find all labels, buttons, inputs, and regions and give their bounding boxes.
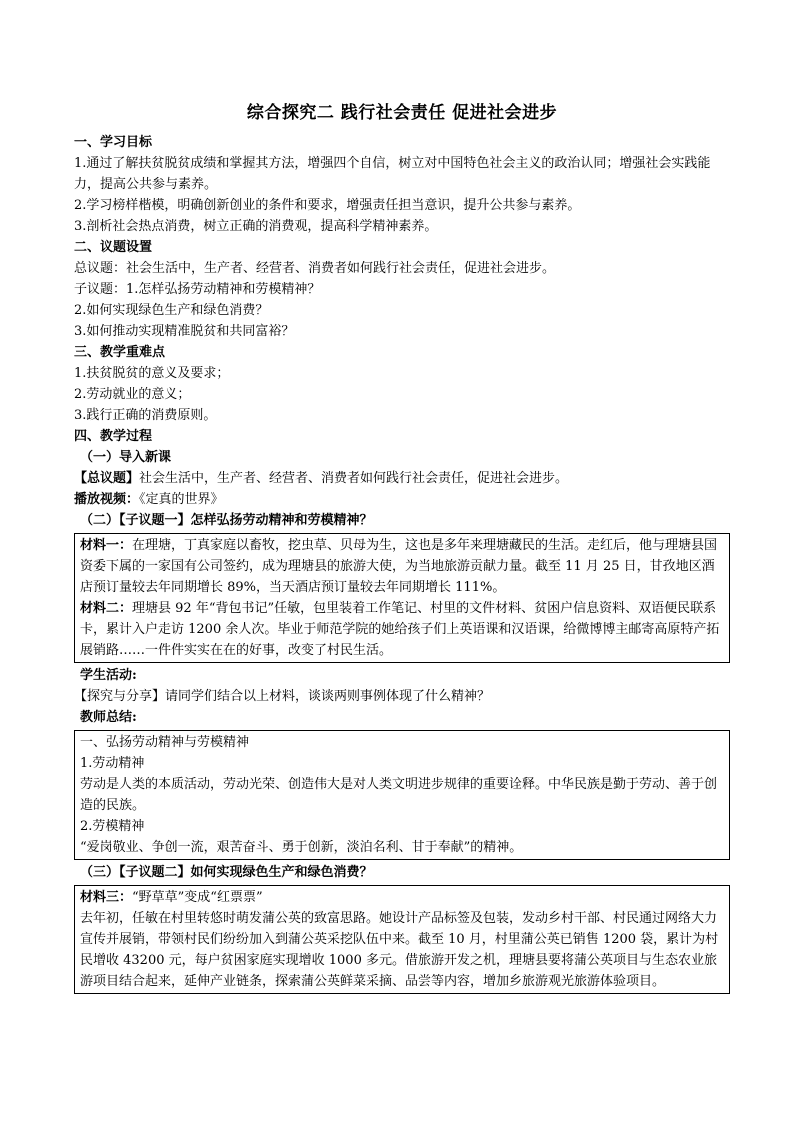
- video-label: 播放视频：: [74, 492, 140, 507]
- goal-item: 1.通过了解扶贫脱贫成绩和掌握其方法，增强四个自信，树立对中国特色社会主义的政治认同；增强社会实践能力，提高公共参与素养。: [74, 156, 711, 192]
- material-label: 材料一：: [80, 538, 133, 553]
- material-label: 材料二：: [80, 601, 133, 616]
- video-line: [74, 489, 730, 510]
- goal-item: 2.学习榜样楷模，明确创新创业的条件和要求，增强责任担当意识，提升公共参与素养。: [74, 198, 581, 213]
- topic-line: [74, 468, 730, 489]
- material-box-3: [74, 885, 730, 994]
- material-1: [80, 535, 724, 598]
- material-text: 理塘县 92 年“背包书记”任敏，包里装着工作笔记、村里的文件材料、贫困户信息资料、双语便民联系卡，累计入户走访 1200 余人次。毕业于师范学院的她给孩子们上英语课和汉语课，给微博博主邮寄高原特产拓展销路……一件件实实在在的好事，改变了村民生活。: [80, 601, 720, 658]
- main-topic: 总议题：社会生活中，生产者、经营者、消费者如何践行社会责任，促进社会进步。: [74, 261, 556, 276]
- material-2: [80, 598, 724, 661]
- section-heading-goals: 一、学习目标: [74, 135, 153, 150]
- summary-line: 1.劳动精神: [80, 756, 145, 771]
- section-heading-process: 四、教学过程: [74, 429, 153, 444]
- material-title: “野草草”变成“红票票”: [132, 890, 263, 905]
- keypoint-item: 1.扶贫脱贫的意义及要求；: [74, 366, 230, 381]
- explore-text: 请同学们结合以上材料，谈谈两则事例体现了什么精神？: [165, 689, 491, 704]
- part-heading-intro: （一）导入新课: [80, 450, 172, 465]
- summary-line: 一、弘扬劳动精神与劳模精神: [80, 735, 250, 750]
- section-heading-topics: 二、议题设置: [74, 240, 153, 255]
- summary-line: 2.劳模精神: [80, 819, 145, 834]
- sub-topic: 子议题：1.怎样弘扬劳动精神和劳模精神？: [74, 282, 321, 297]
- material-box-1: [74, 533, 730, 663]
- material-text: 在理塘，丁真家庭以畜牧，挖虫草、贝母为生，这也是多年来理塘藏民的生活。走红后，他与理塘县国资委下属的一家国有公司签约，成为理塘县的旅游大使，为当地旅游贡献力量。截至 11 月 25 日，甘孜地区酒店预订量较去年同期增长 89%，当天酒店预订量较去年同期增长 111%。: [80, 538, 718, 595]
- topic-text: 社会生活中，生产者、经营者、消费者如何践行社会责任，促进社会进步。: [139, 471, 569, 486]
- keypoint-item: 2.劳动就业的意义；: [74, 387, 191, 402]
- part-heading-subtopic1: （二）【子议题一】怎样弘扬劳动精神和劳模精神？: [80, 513, 373, 528]
- sub-topic: 3.如何推动实现精准脱贫和共同富裕？: [74, 324, 295, 339]
- part-heading-subtopic2: （三）【子议题二】如何实现绿色生产和绿色消费？: [80, 865, 373, 880]
- student-activity-label: 学生活动:: [80, 668, 137, 683]
- section-heading-keypoints: 三、教学重难点: [74, 345, 166, 360]
- material-3-title-line: [80, 887, 724, 908]
- material-3-text: 去年初，任敏在村里转悠时萌发蒲公英的致富思路。她设计产品标签及包装，发动乡村干部、村民通过网络大力宣传并展销，带领村民们纷纷加入到蒲公英采挖队伍中来。截至 10 月，村里蒲公英已销售 1200 袋，累计为村民增收 43200 元，每户贫困家庭实现增收 1000 多元。借旅游开发之机，理塘县要将蒲公英项目与生态农业旅游项目结合起来，延伸产业链条，探索蒲公英鲜菜采摘、品尝等内容，增加乡旅游观光旅游体验项目。: [80, 911, 719, 989]
- explore-tag: 【探究与分享】: [74, 689, 166, 704]
- topic-tag: 【总议题】: [74, 471, 140, 486]
- sub-topic: 2.如何实现绿色生产和绿色消费？: [74, 303, 269, 318]
- document-page: [74, 100, 730, 996]
- material-label: 材料三：: [80, 890, 133, 905]
- summary-box: [74, 730, 730, 860]
- goal-item: 3.剖析社会热点消费，树立正确的消费观，提高科学精神素养。: [74, 219, 438, 234]
- teacher-summary-label: 教师总结:: [80, 710, 137, 725]
- keypoint-item: 3.践行正确的消费原则。: [74, 408, 217, 423]
- video-title: 《定真的世界》: [139, 492, 224, 507]
- page-title: 综合探究二 践行社会责任 促进社会进步: [246, 103, 558, 123]
- summary-line: 劳动是人类的本质活动，劳动光荣、创造伟大是对人类文明进步规律的重要诠释。中华民族是勤于劳动、善于创造的民族。: [80, 777, 718, 813]
- summary-line: “爱岗敬业、争创一流，艰苦奋斗、勇于创新，淡泊名利、甘于奉献”的精神。: [80, 840, 523, 855]
- explore-line: [74, 686, 730, 707]
